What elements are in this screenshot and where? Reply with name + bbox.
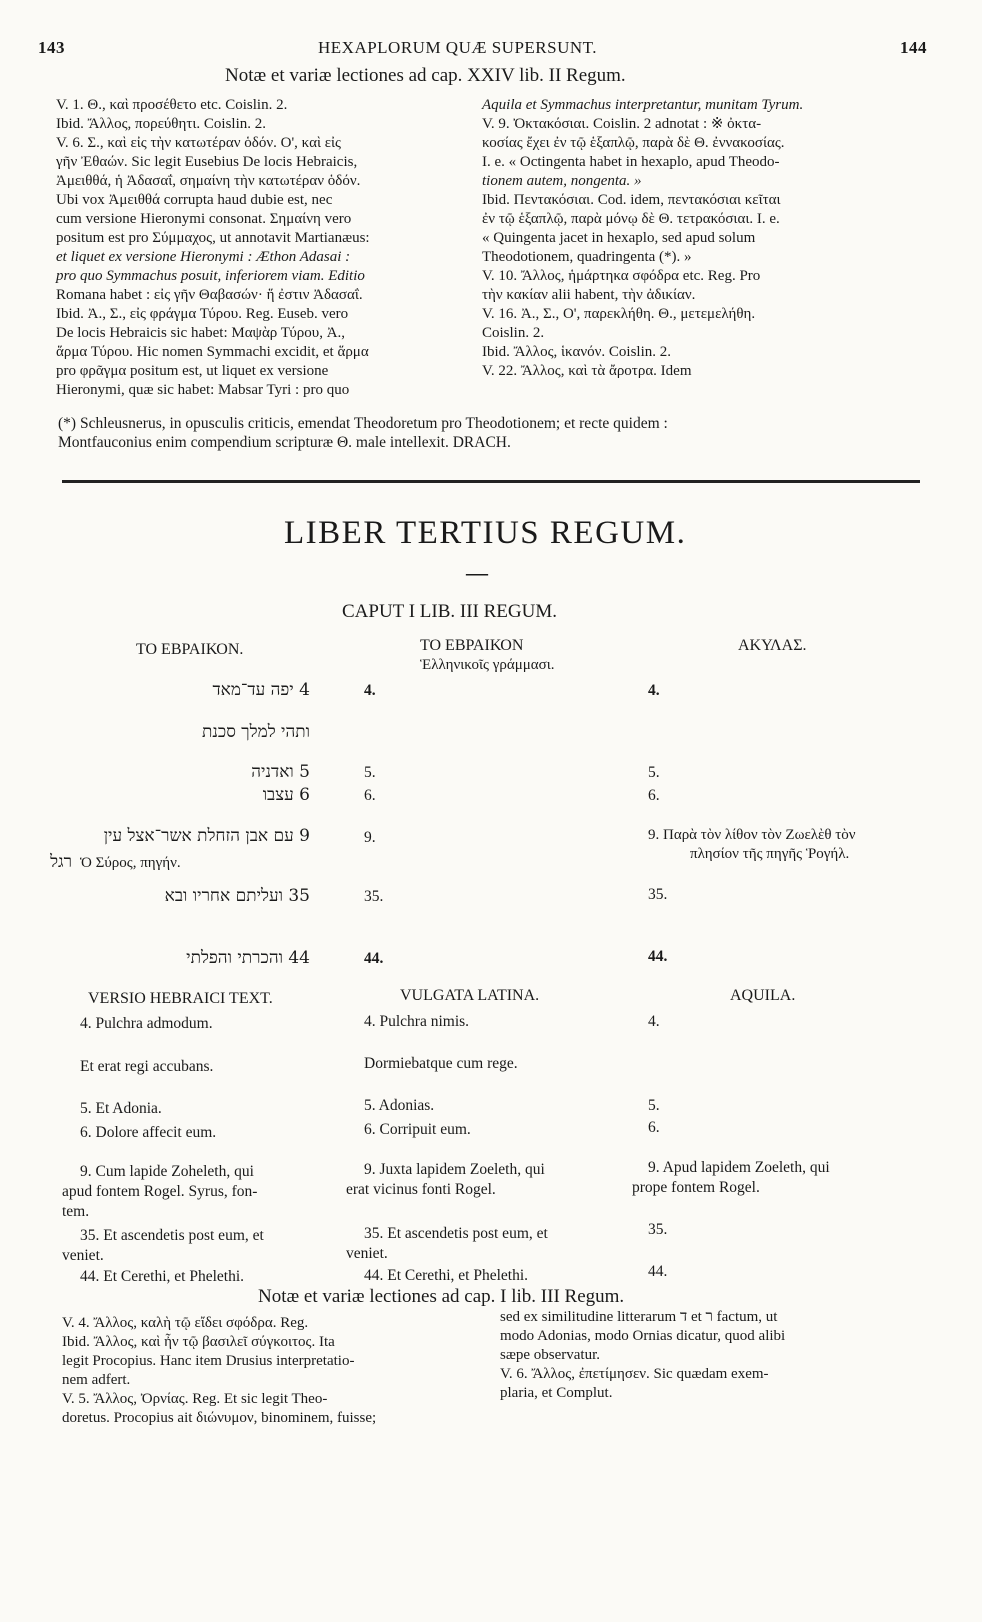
aquila-cell: 9. Apud lapidem Zoeleth, qui — [648, 1159, 830, 1176]
note-line: V. 6. Ἄλλος, ἐπετίμησεν. Sic quædam exem- — [500, 1366, 769, 1382]
versio-cell: 4. Pulchra admodum. — [80, 1015, 213, 1032]
note-line: ἐν τῷ ἑξαπλῷ, παρὰ μόνῳ δὲ Θ. τετρακόσιαι. I. e. — [482, 211, 780, 227]
mid-cell: 5. — [364, 764, 376, 781]
notes-bottom-left-column — [62, 1314, 502, 1428]
vulgata-cell-continued: veniet. — [346, 1245, 388, 1262]
note-line: cum versione Hieronymi consonat. Σημαίνη vero — [56, 211, 352, 227]
hebrew-cell: 6 עצבו — [262, 785, 310, 805]
note-line: Ibid. Ἀ., Σ., εἰς φράγμα Τύρου. Reg. Euseb. vero — [56, 306, 349, 322]
note-line: pro quo Symmachus posuit, inferiorem viam. Editio — [56, 268, 365, 284]
note-line: Ibid. Ἄλλος, καὶ ἦν τῷ βασιλεῖ σύγκοιτος. Ita — [62, 1334, 335, 1350]
column-header-vulgata: VULGATA LATINA. — [400, 987, 540, 1004]
vulgata-cell: 35. Et ascendetis post eum, et — [364, 1225, 548, 1242]
note-line: V. 5. Ἄλλος, Ὀρνίας. Reg. Et sic legit Theo- — [62, 1391, 328, 1407]
note-line: I. e. « Octingenta habet in hexaplo, apud Theodo- — [482, 154, 780, 170]
note-line: plaria, et Complut. — [500, 1385, 613, 1401]
notes-top-right-column — [482, 96, 942, 381]
note-line: doretus. Procopius ait διώνυμον, binominem, fuisse; — [62, 1410, 377, 1426]
note-line: Hieronymi, quæ sic habet: Mabsar Tyri : pro quo — [56, 382, 350, 398]
hebrew-cell: 4 יפה עד־מאד — [212, 680, 310, 700]
versio-cell: 5. Et Adonia. — [80, 1100, 162, 1117]
mid-cell: 35. — [364, 888, 384, 905]
note-line: legit Procopius. Hanc item Drusius interpretatio- — [62, 1353, 355, 1369]
note-line: Ibid. Ἄλλος, ἱκανόν. Coislin. 2. — [482, 344, 671, 360]
title-dash: — — [466, 560, 488, 585]
mid-cell: 6. — [364, 787, 376, 804]
versio-cell: Et erat regi accubans. — [80, 1058, 214, 1075]
footnote-line: (*) Schleusnerus, in opusculis criticis, emendat Theodoretum pro Theodotionem; et recte quidem : — [58, 415, 668, 432]
note-line: et liquet ex versione Hieronymi : Æthon Adasai : — [56, 249, 351, 265]
note-line: V. 1. Θ., καὶ προσέθετο etc. Coislin. 2. — [56, 97, 288, 113]
book-title: LIBER TERTIUS REGUM. — [284, 515, 687, 551]
aquila-cell-continued: prope fontem Rogel. — [632, 1179, 760, 1196]
vulgata-cell: 4. Pulchra nimis. — [364, 1013, 470, 1030]
note-line: sed ex similitudine litterarum ד et ר factum, ut — [500, 1309, 778, 1325]
vulgata-cell: 9. Juxta lapidem Zoeleth, qui — [364, 1161, 545, 1178]
note-line: Theodotionem, quadringenta (*). » — [482, 249, 692, 265]
versio-cell: 35. Et ascendetis post eum, et — [80, 1227, 264, 1244]
vulgata-cell-continued: erat vicinus fonti Rogel. — [346, 1181, 496, 1198]
right-cell-continued: πλησίον τῆς πηγῆς Ῥογήλ. — [690, 846, 850, 862]
note-line: De locis Hebraicis sic habet: Μαψὰρ Τύρου, Ἀ., — [56, 325, 346, 341]
notes-bottom-right-column — [500, 1308, 940, 1403]
note-line: γῆν Ἐθαών. Sic legit Eusebius De locis Hebraicis, — [56, 154, 358, 170]
mid-cell: 4. — [364, 682, 376, 699]
note-line: V. 9. Ὀκτακόσιαι. Coislin. 2 adnotat : ※ ὀκτα- — [482, 116, 762, 132]
note-line: nem adfert. — [62, 1372, 131, 1388]
note-line: « Quingenta jacet in hexaplo, sed apud solum — [482, 230, 756, 246]
note-line: modo Adonias, modo Ornias dicatur, quod alibi — [500, 1328, 786, 1344]
note-line: Ubi vox Ἀμειθθά corrupta haud dubie est, nec — [56, 192, 333, 208]
column-header-versio: VERSIO HEBRAICI TEXT. — [88, 990, 273, 1007]
footnote-line: Montfauconius enim compendium scripturæ Θ. male intellexit. DRACH. — [58, 434, 511, 451]
column-subheader: Ἑλληνικοῖς γράμμασι. — [420, 657, 555, 673]
vulgata-cell: 5. Adonias. — [364, 1097, 435, 1114]
versio-cell-continued: apud fontem Rogel. Syrus, fon- — [62, 1183, 258, 1200]
hebrew-cell: 9 עם אבן הזחלת אשר־אצל עין — [103, 826, 310, 846]
note-line: κοσίας ἔχει ἐν τῷ ἑξαπλῷ, παρὰ δὲ Θ. ἐννακοσίας. — [482, 135, 785, 151]
right-cell: 4. — [648, 682, 660, 699]
vulgata-cell: Dormiebatque cum rege. — [364, 1055, 518, 1072]
column-header-aquila-greek: ΑΚΥΛΑΣ. — [738, 637, 807, 654]
note-line: V. 22. Ἄλλος, καὶ τὰ ἄροτρα. Idem — [482, 363, 692, 379]
note-line: ἅρμα Τύρου. Hic nomen Symmachi excidit, et ἅρμα — [56, 344, 369, 360]
note-line: V. 6. Σ., καὶ εἰς τὴν κατωτέραν ὁδόν. Ο', καὶ εἰς — [56, 135, 341, 151]
right-cell: 6. — [648, 787, 660, 804]
column-header-hebrew: ΤΟ ΕΒΡΑΙΚΟΝ. — [136, 641, 244, 658]
aquila-cell: 6. — [648, 1119, 660, 1136]
note-line: V. 16. Ἀ., Σ., Ο', παρεκλήθη. Θ., μετεμελήθη. — [482, 306, 756, 322]
footnote — [58, 414, 938, 452]
versio-cell: 44. Et Cerethi, et Phelethi. — [80, 1268, 245, 1285]
chapter-title: CAPUT I LIB. III REGUM. — [342, 601, 557, 622]
note-line: Coislin. 2. — [482, 325, 545, 341]
vulgata-cell: 6. Corripuit eum. — [364, 1121, 471, 1138]
note-line: Ibid. Ἄλλος, πορεύθητι. Coislin. 2. — [56, 116, 266, 132]
aquila-cell: 5. — [648, 1097, 660, 1114]
note-line: tionem autem, nongenta. » — [482, 173, 642, 189]
note-line: Aquila et Symmachus interpretantur, munitam Tyrum. — [482, 97, 804, 113]
hebrew-cell: 35 ועליתם אחריו ובא — [164, 886, 310, 906]
versio-cell-continued: tem. — [62, 1203, 90, 1220]
vulgata-cell: 44. Et Cerethi, et Phelethi. — [364, 1267, 529, 1284]
note-line: Ibid. Πεντακόσιαι. Cod. idem, πεντακόσιαι κεῖται — [482, 192, 781, 208]
note-line: V. 10. Ἄλλος, ἡμάρτηκα σφόδρα etc. Reg. Pro — [482, 268, 761, 284]
right-cell: 9. Παρὰ τὸν λίθον τὸν Ζωελὲθ τὸν — [648, 827, 856, 843]
note-line: positum est pro Σύμμαχος, ut annotavit Martianæus: — [56, 230, 370, 246]
hebrew-cell: 44 והכרתי והפלתי — [186, 948, 310, 968]
notes-top-title: Notæ et variæ lectiones ad cap. XXIV lib. II Regum. — [225, 65, 626, 86]
aquila-cell: 4. — [648, 1013, 660, 1030]
versio-cell: 9. Cum lapide Zoheleth, qui — [80, 1163, 254, 1180]
note-line: V. 4. Ἄλλος, καλὴ τῷ εἴδει σφόδρα. Reg. — [62, 1315, 309, 1331]
versio-cell-continued: veniet. — [62, 1247, 104, 1264]
syrus-reading: Ὁ Σύρος, πηγήν. — [80, 855, 181, 871]
versio-cell: 6. Dolore affecit eum. — [80, 1124, 217, 1141]
mid-cell: 9. — [364, 829, 376, 846]
right-cell: 35. — [648, 886, 668, 903]
hebrew-cell: ותהי למלך סכנת — [202, 722, 310, 742]
aquila-cell: 35. — [648, 1221, 668, 1238]
notes-bottom-title: Notæ et variæ lectiones ad cap. I lib. III Regum. — [258, 1286, 625, 1307]
note-line: τὴν κακίαν alii habent, τὴν ἀδικίαν. — [482, 287, 696, 303]
column-header-hebrew-greek: ΤΟ ΕΒΡΑΙΚΟΝ — [420, 637, 524, 654]
note-line: sæpe observatur. — [500, 1347, 600, 1363]
right-cell: 5. — [648, 764, 660, 781]
note-line: Romana habet : εἰς γῆν Θαβασών· ἥ ἐστιν Ἀδασαΐ. — [56, 287, 363, 303]
mid-cell: 44. — [364, 950, 384, 967]
section-divider — [62, 480, 920, 483]
page-number-right: 144 — [900, 38, 927, 57]
page-number-left: 143 — [38, 38, 65, 57]
aquila-cell: 44. — [648, 1263, 668, 1280]
hebrew-cell-continued: רגל — [50, 852, 72, 872]
note-line: Ἀμειθθά, ἡ Ἀδασαΐ, σημαίνη τὴν κατωτέραν ὁδόν. — [56, 173, 361, 189]
column-header-aquila: AQUILA. — [730, 987, 796, 1004]
note-line: pro φρᾶγμα positum est, ut liquet ex versione — [56, 363, 329, 379]
right-cell: 44. — [648, 948, 668, 965]
notes-top-left-column — [56, 96, 476, 400]
running-head-title: HEXAPLORUM QUÆ SUPERSUNT. — [318, 38, 598, 57]
hebrew-cell: 5 ואדניה — [251, 762, 310, 782]
